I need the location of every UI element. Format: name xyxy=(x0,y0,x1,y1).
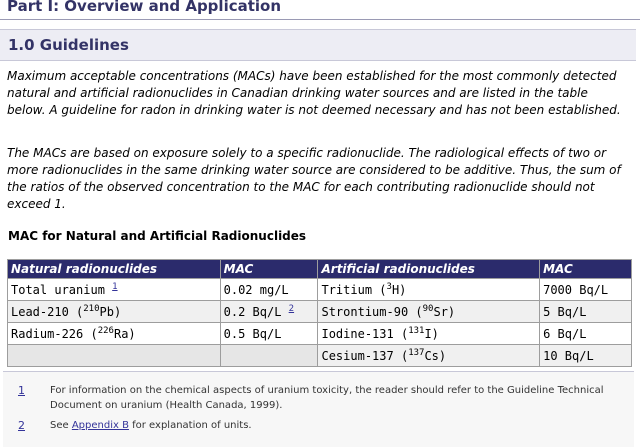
artificial-cell xyxy=(318,279,540,301)
isotope-mass: 131 xyxy=(408,326,425,336)
artificial-cell xyxy=(318,301,540,323)
isotope-mass: 90 xyxy=(422,304,434,314)
mac-cell xyxy=(540,323,632,345)
header-natural: Natural radionuclides xyxy=(8,260,221,279)
natural-name: Radium-226 ( xyxy=(11,327,98,341)
footnote-2-text xyxy=(50,418,635,433)
header-artificial: Artificial radionuclides xyxy=(318,260,540,279)
footnotes-panel xyxy=(3,371,634,447)
mac-cell xyxy=(220,279,318,301)
header-mac: MAC xyxy=(540,260,632,279)
part-header xyxy=(0,0,640,20)
mac-value: 10 Bq/L xyxy=(543,348,594,363)
natural-cell xyxy=(8,301,221,323)
footnote-ref-link[interactable]: 2 xyxy=(288,304,295,314)
header-mac: MAC xyxy=(220,260,318,279)
empty-cell xyxy=(8,345,221,367)
table-header-row xyxy=(8,260,632,279)
section-header xyxy=(0,29,636,61)
isotope-symbol: H) xyxy=(391,283,407,297)
mac-cell xyxy=(540,345,632,367)
natural-cell xyxy=(8,323,221,345)
mac-value: 0.02 mg/L xyxy=(223,282,289,297)
isotope-mass: 210 xyxy=(83,304,100,314)
footnote-ref-link[interactable]: 1 xyxy=(112,282,118,292)
table-row xyxy=(8,301,632,323)
artificial-name: Cesium-137 ( xyxy=(321,349,409,363)
table-title: MAC for Natural and Artificial Radionuclides xyxy=(8,229,307,243)
isotope-symbol: Cs) xyxy=(424,349,447,363)
mac-value: 6 Bq/L xyxy=(543,326,587,341)
mac-value: 7000 Bq/L xyxy=(543,282,609,297)
artificial-name: Tritium ( xyxy=(321,283,387,297)
mac-value: 5 Bq/L xyxy=(543,304,587,319)
mac-cell xyxy=(540,279,632,301)
isotope-mass: 3 xyxy=(386,282,392,292)
mac-table xyxy=(7,259,632,367)
natural-name: Total uranium xyxy=(11,283,105,297)
additive-effects-paragraph: The MACs are based on exposure solely to a specific radionuclide. The radiological effects of two or more radionuclides in the same drinking water source are considered to be additive. Thus, the sum of the ratios of the observed concentration to the MAC for each contributing radionuclide should not exceed 1. xyxy=(7,146,621,211)
isotope-mass: 226 xyxy=(97,326,114,336)
mac-cell xyxy=(220,301,318,323)
table-row xyxy=(8,345,632,367)
table-row xyxy=(8,279,632,301)
appendix-b-link[interactable]: Appendix B xyxy=(71,420,129,431)
footnote-1-link[interactable]: 1 xyxy=(18,384,25,397)
footnote-2-prefix: See xyxy=(50,420,72,431)
empty-cell xyxy=(220,345,318,367)
mac-value: 0.5 Bq/L xyxy=(223,326,282,341)
mac-cell xyxy=(540,301,632,323)
natural-cell xyxy=(8,279,221,301)
artificial-cell xyxy=(318,345,540,367)
section-title: 1.0 Guidelines xyxy=(8,36,129,54)
table-row xyxy=(8,323,632,345)
isotope-mass: 137 xyxy=(408,348,425,358)
isotope-symbol: Ra) xyxy=(113,327,136,341)
mac-cell xyxy=(220,323,318,345)
isotope-symbol: Sr) xyxy=(433,305,456,319)
natural-name: Lead-210 ( xyxy=(11,305,84,319)
isotope-symbol: Pb) xyxy=(99,305,122,319)
footnote-1-text: For information on the chemical aspects of uranium toxicity, the reader should refer to the Guideline Technical Document on uranium (Health Canada, 1999). xyxy=(50,385,604,411)
artificial-name: Strontium-90 ( xyxy=(321,305,423,319)
artificial-name: Iodine-131 ( xyxy=(321,327,409,341)
footnote-2-suffix: for explanation of units. xyxy=(128,420,252,431)
part-title: Part I: Overview and Application xyxy=(7,0,282,15)
mac-value: 0.2 Bq/L xyxy=(223,305,282,319)
intro-paragraph: Maximum acceptable concentrations (MACs) have been established for the most commonly detected natural and artificial radionuclides in Canadian drinking water sources and are listed in the table below. A guideline for radon in drinking water is not deemed necessary and has not been established. xyxy=(7,69,621,117)
footnote-2-link[interactable]: 2 xyxy=(18,419,25,432)
isotope-symbol: I) xyxy=(424,327,439,341)
artificial-cell xyxy=(318,323,540,345)
